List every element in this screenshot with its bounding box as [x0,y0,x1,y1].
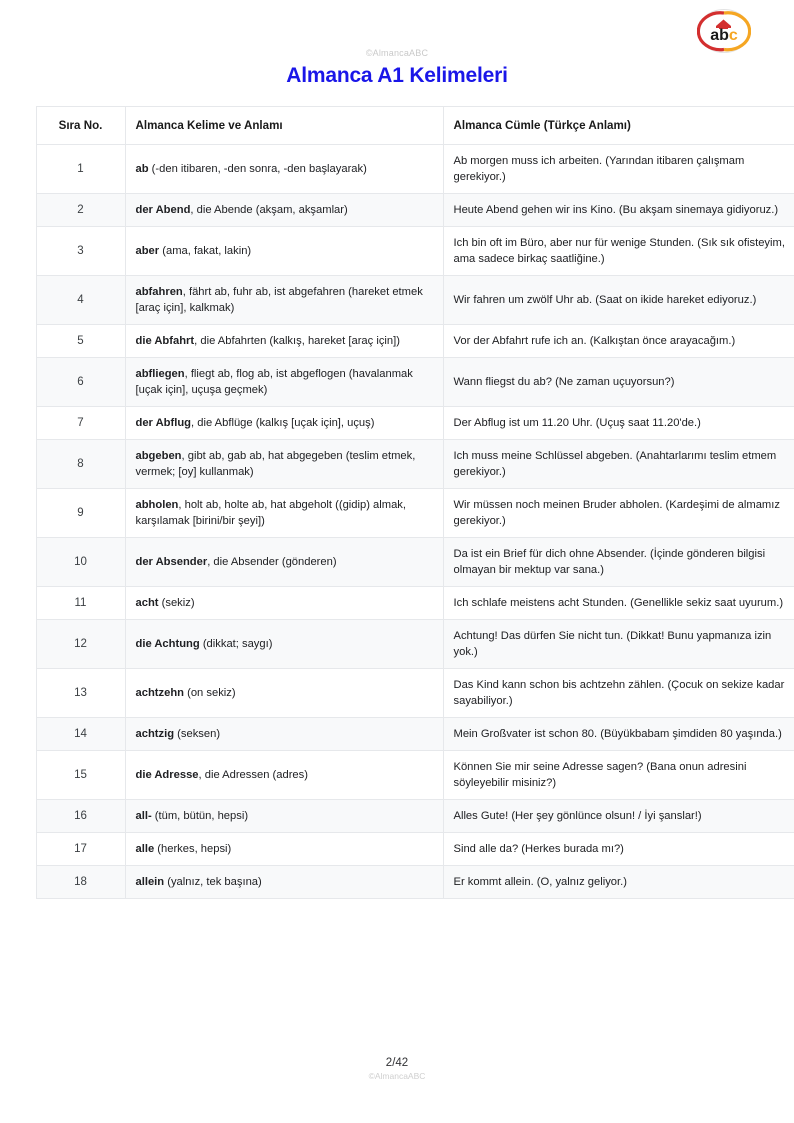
table-row [36,538,794,587]
cell-sentence: Da ist ein Brief für dich ohne Absender. (İçinde gönderen bilgisi olmayan bir mektup var sana.) [443,538,794,587]
page-number: 2/42 [385,1057,409,1069]
word-details: , die Abflüge (kalkış [uçak için], uçuş) [191,417,375,429]
cell-sentence: Wann fliegst du ab? (Ne zaman uçuyorsun?) [443,358,794,407]
cell-sentence: Können Sie mir seine Adresse sagen? (Bana onun adresini söyleyebilir misiniz?) [443,751,794,800]
cell-word [125,538,443,587]
page-footer [0,1056,794,1082]
cell-sentence: Alles Gute! (Her şey gönlünce olsun! / İyi şanslar!) [443,800,794,833]
cell-word [125,833,443,866]
table-row [36,358,794,407]
cell-sentence: Ich muss meine Schlüssel abgeben. (Anahtarlarımı teslim etmem gerekiyor.) [443,440,794,489]
table-row [36,145,794,194]
cell-index: 1 [36,145,125,194]
cell-index: 2 [36,194,125,227]
cell-index: 11 [36,587,125,620]
headword: achtzehn [135,687,184,699]
table-row [36,489,794,538]
table-row [36,620,794,669]
page-title: Almanca A1 Kelimeleri [286,64,508,87]
cell-sentence: Heute Abend gehen wir ins Kino. (Bu akşam sinemaya gidiyoruz.) [443,194,794,227]
cell-word [125,620,443,669]
table-row [36,800,794,833]
headword: abfahren [135,286,183,298]
cell-sentence: Der Abflug ist um 11.20 Uhr. (Uçuş saat 11.20'de.) [443,407,794,440]
cell-sentence: Ich schlafe meistens acht Stunden. (Genellikle sekiz saat uyurum.) [443,587,794,620]
table-row [36,227,794,276]
watermark-bottom: ©AlmancaABC [368,1071,426,1081]
word-details: , die Absender (gönderen) [207,556,337,568]
column-header-sentence: Almanca Cümle (Türkçe Anlamı) [443,107,794,145]
word-details: , gibt ab, gab ab, hat abgegeben (teslim etmek, vermek; [oy] kullanmak) [135,450,416,478]
headword: die Abfahrt [135,335,195,347]
table-header-row [36,107,794,145]
cell-index: 17 [36,833,125,866]
cell-word [125,227,443,276]
word-details: (on sekiz) [184,687,236,699]
headword: abgeben [135,450,182,462]
cell-index: 3 [36,227,125,276]
vocabulary-table [36,106,794,899]
cell-word [125,669,443,718]
cell-index: 10 [36,538,125,587]
headword: aber [135,245,160,257]
cell-sentence: Ich bin oft im Büro, aber nur für wenige Stunden. (Sık sık ofisteyim, ama sadece birkaç saatliğine.) [443,227,794,276]
svg-text:abc: abc [710,27,738,44]
word-details: , die Adressen (adres) [198,769,308,781]
word-details: (dikkat; saygı) [199,638,273,650]
word-details: (herkes, hepsi) [154,843,232,855]
headword: achtzig [135,728,175,740]
word-details: (yalnız, tek başına) [164,876,262,888]
cell-index: 7 [36,407,125,440]
word-details: , die Abfahrten (kalkış, hareket [araç için]) [194,335,400,347]
table-row [36,833,794,866]
cell-sentence: Vor der Abfahrt rufe ich an. (Kalkıştan önce arayacağım.) [443,325,794,358]
headword: all- [135,810,152,822]
cell-word [125,325,443,358]
headword: acht [135,597,159,609]
headword: allein [135,876,165,888]
word-details: (sekiz) [158,597,195,609]
table-row [36,587,794,620]
cell-word [125,145,443,194]
watermark-top: ©AlmancaABC [365,48,429,58]
cell-word [125,276,443,325]
almancaabc-logo-icon [697,8,751,54]
table-body [36,145,794,899]
headword: ab [135,163,149,175]
page-header [0,0,794,88]
cell-index: 15 [36,751,125,800]
cell-index: 16 [36,800,125,833]
table-row [36,276,794,325]
cell-word [125,407,443,440]
table-row [36,325,794,358]
cell-word [125,440,443,489]
cell-sentence: Mein Großvater ist schon 80. (Büyükbabam şimdiden 80 yaşında.) [443,718,794,751]
cell-index: 18 [36,866,125,899]
cell-index: 5 [36,325,125,358]
cell-index: 12 [36,620,125,669]
headword: der Abend [135,204,191,216]
table-row [36,669,794,718]
cell-sentence: Das Kind kann schon bis achtzehn zählen. (Çocuk on sekize kadar sayabiliyor.) [443,669,794,718]
table-row [36,866,794,899]
cell-index: 4 [36,276,125,325]
cell-word [125,718,443,751]
cell-index: 8 [36,440,125,489]
table-row [36,751,794,800]
word-details: , die Abende (akşam, akşamlar) [190,204,348,216]
cell-word [125,489,443,538]
table-row [36,718,794,751]
vocabulary-table-container [36,106,785,899]
cell-index: 14 [36,718,125,751]
table-row [36,440,794,489]
word-details: (-den itibaren, -den sonra, -den başlayarak) [148,163,367,175]
column-header-index: Sıra No. [36,107,125,145]
column-header-word: Almanca Kelime ve Anlamı [125,107,443,145]
headword: die Achtung [135,638,200,650]
word-details: (ama, fakat, lakin) [159,245,252,257]
cell-sentence: Wir fahren um zwölf Uhr ab. (Saat on ikide hareket ediyoruz.) [443,276,794,325]
cell-sentence: Wir müssen noch meinen Bruder abholen. (Kardeşimi de almamız gerekiyor.) [443,489,794,538]
headword: alle [135,843,155,855]
headword: abfliegen [135,368,185,380]
cell-sentence: Ab morgen muss ich arbeiten. (Yarından itibaren çalışmam gerekiyor.) [443,145,794,194]
cell-word [125,358,443,407]
word-details: (seksen) [174,728,221,740]
word-details: , fährt ab, fuhr ab, ist abgefahren (hareket etmek [araç için], kalkmak) [135,286,423,314]
cell-sentence: Er kommt allein. (O, yalnız geliyor.) [443,866,794,899]
cell-word [125,751,443,800]
headword: der Abflug [135,417,192,429]
cell-word [125,800,443,833]
headword: der Absender [135,556,208,568]
word-details: , fliegt ab, flog ab, ist abgeflogen (havalanmak [uçak için], uçuşa geçmek) [135,368,413,396]
cell-index: 13 [36,669,125,718]
word-details: , holt ab, holte ab, hat abgeholt ((gidip) almak, karşılamak [birini/bir şeyi]) [135,499,407,527]
cell-word [125,866,443,899]
cell-word [125,194,443,227]
headword: die Adresse [135,769,199,781]
headword: abholen [135,499,179,511]
cell-sentence: Achtung! Das dürfen Sie nicht tun. (Dikkat! Bunu yapmanıza izin yok.) [443,620,794,669]
table-row [36,407,794,440]
cell-index: 9 [36,489,125,538]
word-details: (tüm, bütün, hepsi) [151,810,249,822]
table-row [36,194,794,227]
cell-index: 6 [36,358,125,407]
cell-word [125,587,443,620]
table-header [36,107,794,145]
cell-sentence: Sind alle da? (Herkes burada mı?) [443,833,794,866]
logo [697,8,751,54]
